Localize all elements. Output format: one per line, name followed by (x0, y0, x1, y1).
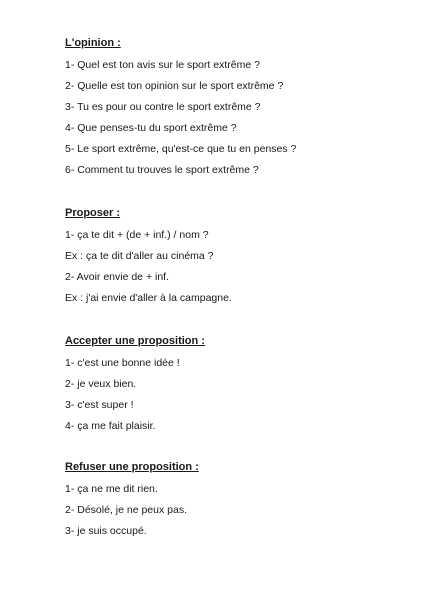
list-item: 1- Quel est ton avis sur le sport extrême ? (65, 59, 260, 71)
list-item: Ex : ça te dit d'aller au cinéma ? (65, 250, 214, 262)
list-item: 5- Le sport extrême, qu'est-ce que tu en penses ? (65, 143, 297, 155)
section-opinion (65, 36, 405, 177)
section-heading: L'opinion : (65, 37, 121, 49)
list-item: 3- Tu es pour ou contre le sport extrême ? (65, 101, 261, 113)
list-item: 4- ça me fait plaisir. (65, 420, 156, 432)
list-item: 1- ça te dit + (de + inf.) / nom ? (65, 229, 209, 241)
section-refuser (65, 460, 405, 538)
list-item: 3- je suis occupé. (65, 525, 147, 537)
list-item: 4- Que penses-tu du sport extrême ? (65, 122, 237, 134)
list-item: 2- Désolé, je ne peux pas. (65, 504, 187, 516)
list-item: 6- Comment tu trouves le sport extrême ? (65, 164, 259, 176)
list-item: 1- ça ne me dit rien. (65, 483, 158, 495)
section-heading: Refuser une proposition : (65, 461, 199, 473)
section-heading: Proposer : (65, 207, 121, 219)
list-item: 1- c'est une bonne idée ! (65, 357, 180, 369)
list-item: Ex : j'ai envie d'aller à la campagne. (65, 292, 232, 304)
list-item: 2- Avoir envie de + inf. (65, 271, 169, 283)
list-item: 2- je veux bien. (65, 378, 137, 390)
section-accepter (65, 334, 405, 433)
section-heading: Accepter une proposition : (65, 335, 205, 347)
list-item: 2- Quelle est ton opinion sur le sport extrême ? (65, 80, 284, 92)
list-item: 3- c'est super ! (65, 399, 134, 411)
section-proposer (65, 206, 405, 305)
